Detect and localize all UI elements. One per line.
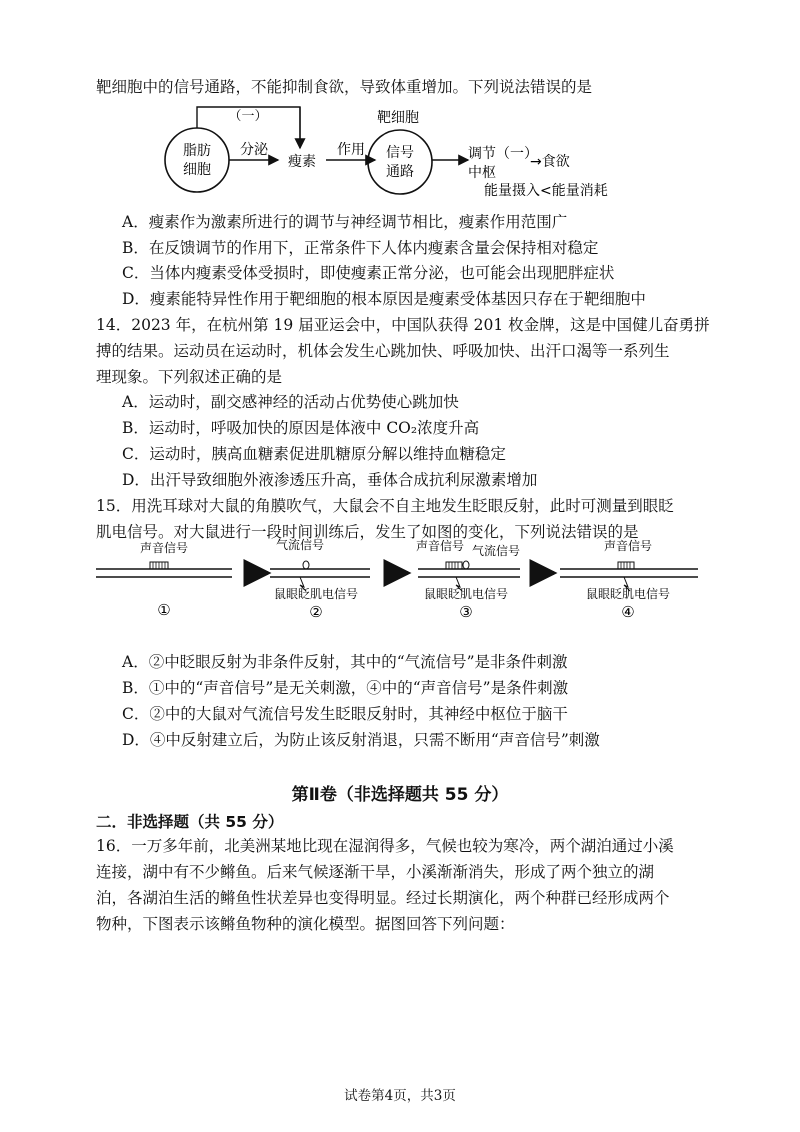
signal-label-2: 通路 [386, 164, 414, 180]
p2-emg-label: 鼠眼眨肌电信号 [273, 587, 359, 601]
panel-3 [416, 538, 520, 621]
panel-2 [270, 537, 370, 621]
signal-label-1: 信号 [386, 145, 414, 161]
target-cell-label: 靶细胞 [377, 110, 419, 126]
q13-option-b: B．在反馈调节的作用下，正常条件下人体内瘦素含量会保持相对稳定 [122, 239, 599, 257]
part-2-heading: 第Ⅱ卷（非选择题共 55 分） [291, 785, 509, 805]
leptin-label: 瘦素 [288, 154, 316, 170]
fat-cell-label-1: 脂肪 [183, 143, 211, 159]
leptin-pathway-diagram [0, 100, 800, 200]
q16-stem-line-1: 16．一万多年前，北美洲某地比现在湿润得多，气候也较为寒冷，两个湖泊通过小溪 [96, 837, 674, 855]
q14-option-a: A．运动时，副交感神经的活动占优势使心跳加快 [122, 393, 459, 411]
p4-emg-label: 鼠眼眨肌电信号 [585, 587, 671, 601]
q15-option-b: B．①中的“声音信号”是无关刺激，④中的“声音信号”是条件刺激 [122, 679, 569, 697]
p1-number: ① [157, 601, 171, 619]
q16-stem-line-4: 物种，下图表示该鳉鱼物种的演化模型。据图回答下列问题： [96, 915, 515, 933]
regulate-label: 调节（一） [468, 146, 538, 162]
q13-option-c: C．当体内瘦素受体受损时，即使瘦素正常分泌，也可能会出现肥胖症状 [122, 264, 615, 282]
p3-number: ③ [459, 603, 473, 621]
p4-number: ④ [621, 603, 635, 621]
q15-option-c: C．②中的大鼠对气流信号发生眨眼反射时，其神经中枢位于脑干 [122, 705, 568, 723]
q15-option-a: A．②中眨眼反射为非条件反射，其中的“气流信号”是非条件刺激 [122, 653, 568, 671]
p2-air-label: 气流信号 [275, 538, 325, 552]
q14-option-d: D．出汗导致细胞外液渗透压升高，垂体合成抗利尿激素增加 [122, 471, 538, 489]
feedback-label: （一） [228, 109, 268, 124]
q15-stem-line-1: 15．用洗耳球对大鼠的角膜吹气，大鼠会不自主地发生眨眼反射，此时可测量到眼眨 [96, 497, 674, 515]
page-footer: 试卷第4页，共3页 [344, 1088, 456, 1104]
q14-stem-line-3: 理现象。下列叙述正确的是 [96, 368, 283, 386]
panel-1 [96, 540, 232, 619]
q14-option-b: B．运动时，呼吸加快的原因是体液中 CO₂浓度升高 [122, 419, 480, 437]
act-label: 作用 [337, 142, 365, 158]
secrete-label: 分泌 [240, 142, 268, 158]
q13-option-a: A．瘦素作为激素所进行的调节与神经调节相比，瘦素作用范围广 [122, 213, 568, 231]
q14-stem-line-1: 14．2023 年，在杭州第 19 届亚运会中，中国队获得 201 枚金牌，这是中国健儿奋勇拼 [96, 316, 710, 334]
q15-stem-line-2: 肌电信号。对大鼠进行一段时间训练后，发生了如图的变化，下列说法错误的是 [96, 523, 639, 541]
target-cell-circle [368, 130, 432, 194]
fat-cell-circle [165, 128, 229, 192]
p4-sound-label: 声音信号 [603, 539, 653, 553]
p1-sound-label: 声音信号 [139, 541, 189, 555]
question-13-intro: 靶细胞中的信号通路，不能抑制食欲，导致体重增加。下列说法错误的是 [96, 78, 593, 96]
q16-stem-line-3: 泊，各湖泊生活的鳉鱼性状差异也变得明显。经过长期演化，两个种群已经形成两个 [96, 889, 670, 907]
conditioning-diagram [0, 535, 800, 625]
section-2-title: 二．非选择题（共 55 分） [96, 813, 284, 831]
fat-cell-label-2: 细胞 [183, 162, 211, 178]
q13-option-d: D．瘦素能特异性作用于靶细胞的根本原因是瘦素受体基因只存在于靶细胞中 [122, 290, 646, 308]
energy-label: 能量摄入<能量消耗 [484, 183, 608, 199]
p3-air-label: 气流信号 [471, 544, 521, 558]
p3-emg-label: 鼠眼眨肌电信号 [423, 587, 509, 601]
appetite-label: →食欲 [530, 154, 570, 170]
q16-stem-line-2: 连接，湖中有不少鳉鱼。后来气候逐渐干旱，小溪渐渐消失，形成了两个独立的湖 [96, 863, 655, 881]
q14-stem-line-2: 搏的结果。运动员在运动时，机体会发生心跳加快、呼吸加快、出汗口渴等一系列生 [96, 342, 670, 360]
p3-sound-label: 声音信号 [415, 539, 465, 553]
q14-option-c: C．运动时，胰高血糖素促进肌糖原分解以维持血糖稳定 [122, 445, 506, 463]
center-label: 中枢 [468, 165, 496, 181]
q15-option-d: D．④中反射建立后，为防止该反射消退，只需不断用“声音信号”刺激 [122, 731, 600, 749]
panel-4 [560, 538, 698, 621]
p2-number: ② [309, 603, 323, 621]
